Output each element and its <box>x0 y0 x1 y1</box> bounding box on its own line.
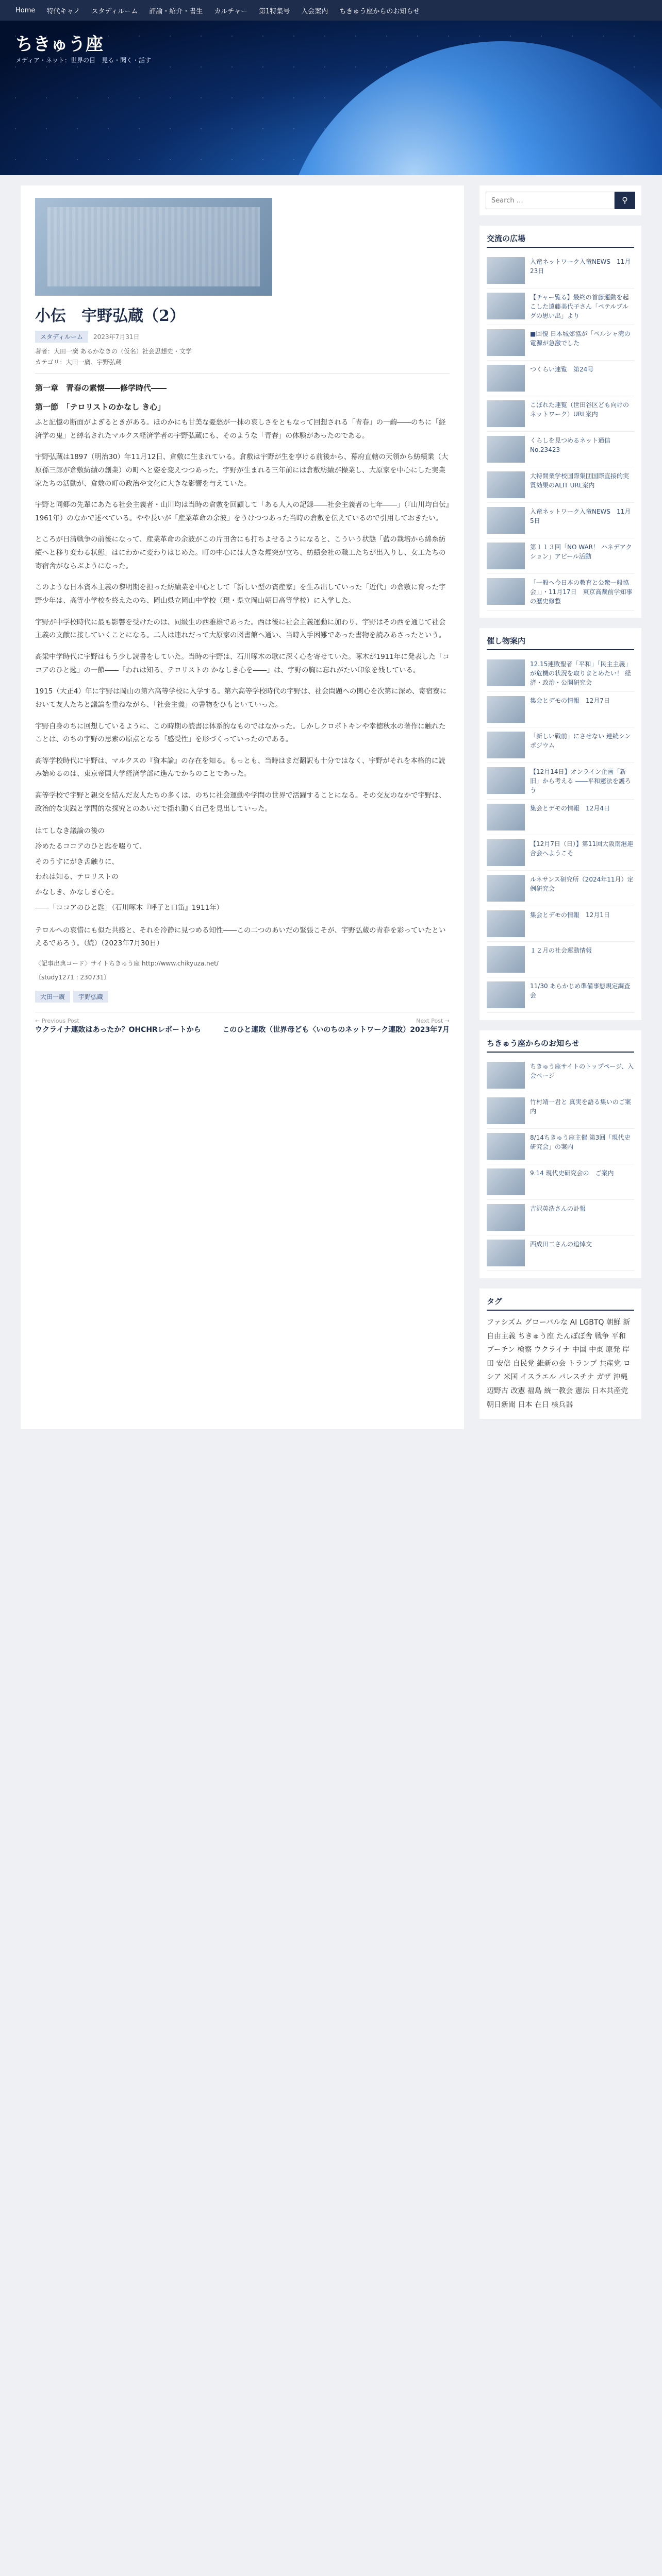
source-label[interactable]: 〈記事出典コード〉サイトちきゅう座 http://www.chikyuza.net/ <box>35 959 219 967</box>
list-item-title[interactable]: ルネサンス研究所（2024年11月）定例研究会 <box>530 876 634 892</box>
list-item[interactable] <box>487 906 634 942</box>
list-item-title[interactable]: １２月の社会運動情報 <box>530 947 592 954</box>
poem-line: われは知る、テロリストの <box>35 873 119 882</box>
widget-title: ちきゅう座からのお知らせ <box>487 1038 634 1053</box>
poem <box>35 824 450 916</box>
categories-line[interactable]: カテゴリ：大田一廣、宇野弘蔵 <box>35 359 122 366</box>
search-input[interactable] <box>486 192 615 209</box>
list-item[interactable] <box>487 1164 634 1200</box>
nav-home[interactable]: Home <box>15 6 36 14</box>
thumbnail <box>487 1062 525 1089</box>
list-item-title[interactable]: 「一般へ今日本の教育と公衆一般協会」」・11月17日 東京高裁前学知事の歴史修整 <box>530 579 633 605</box>
list-item-title[interactable]: 竹村靖一君と 真実を語る集いのご案内 <box>530 1098 631 1115</box>
thumbnail <box>487 732 525 758</box>
previous-post-title[interactable]: ウクライナ連敗はあったか？OHCHRレポートから <box>35 1025 201 1034</box>
next-post[interactable] <box>222 1018 450 1035</box>
list-item-title[interactable]: 吉沢英浩さんの訃報 <box>530 1205 586 1212</box>
list-item-title[interactable]: 集会とデモの情報 12月7日 <box>530 697 610 704</box>
thumbnail <box>487 1204 525 1231</box>
post-title: 小伝 宇野弘蔵（2） <box>35 307 185 325</box>
thumbnail <box>487 1240 525 1266</box>
paragraph: 高等学校で宇野と親交を結んだ友人たちの多くは、のちに社会運動や学問の世界で活躍することになる。その交友のなかで宇野は、政治的な実践と学問的な探究とのあいだで揺れ動く自己を見出していった。 <box>35 791 446 813</box>
widget-events <box>479 628 641 1020</box>
thumbnail <box>487 257 525 284</box>
tag-link[interactable]: 大田一廣 <box>35 991 70 1003</box>
thumbnail <box>487 400 525 427</box>
previous-post-label: ← Previous Post <box>35 1017 79 1024</box>
poem-line: そのうすにがき舌触りに、 <box>35 857 119 866</box>
top-navigation <box>0 0 662 21</box>
search-icon: ⚲ <box>622 196 628 205</box>
list-item[interactable] <box>487 1129 634 1164</box>
poem-line: かなしき、かなしき心を。 <box>35 888 119 897</box>
sidebar <box>479 185 641 1429</box>
thumbnail <box>487 804 525 831</box>
source-code: 〔study1271 : 230731〕 <box>35 973 110 981</box>
nav-item[interactable]: 特代キャノ <box>46 7 80 15</box>
widget-tags <box>479 1289 641 1419</box>
list-item-title[interactable]: 【チャー覧る】最終の首藤運動を起こした遠藤美代子さん「ペテルブルグの思い出」より <box>530 294 629 319</box>
site-tagline: メディア・ネット：世界の目 見る・聞く・話す <box>15 57 152 64</box>
section-heading: 第一節 「テロリストのかなし き心」 <box>35 402 166 412</box>
paragraph: 高等学校時代に宇野は、マルクスの『資本論』の存在を知る。もっとも、当時はまだ翻訳も十分ではなく、宇野がそれを本格的に読み始めるのは、東京帝国大学経済学部に進んでからのことであった。 <box>35 756 445 778</box>
thumbnail <box>487 910 525 937</box>
site-title[interactable]: ちきゅう座 <box>15 34 103 55</box>
thumbnail <box>487 471 525 498</box>
list-item[interactable] <box>487 871 634 906</box>
thumbnail <box>487 1133 525 1160</box>
list-item[interactable] <box>487 396 634 432</box>
list-item-title[interactable]: 【12月14日】オンライン企画「新旧」から考える ――平和憲法を護ろう <box>530 768 631 794</box>
thumbnail <box>487 839 525 866</box>
list-item[interactable] <box>487 467 634 503</box>
list-item[interactable] <box>487 655 634 692</box>
next-post-label: Next Post → <box>416 1017 450 1024</box>
paragraph: 宇野弘蔵は1897（明治30）年11月12日、倉敷に生まれている。倉敷は宇野が生を享ける前後から、幕府直轄の天領から紡績業（大原孫三郎が倉敷紡績の創業）の町へと姿を変えつつあった。宇野が生まれる三年前には倉敷紡績が操業し、大原家を中心にした実業家たちの活動が、倉敷の町の政治や文化に大きな影響を与えていた。 <box>35 453 449 488</box>
thumbnail <box>487 507 525 534</box>
list-item-title[interactable]: 西成田二さんの追悼文 <box>530 1241 592 1248</box>
widget-notices <box>479 1030 641 1278</box>
thumbnail <box>487 578 525 605</box>
widget-exchange <box>479 226 641 618</box>
nav-item[interactable]: 評論・紹介・書生 <box>149 7 203 15</box>
paragraph: このような日本資本主義の黎明期を担った紡績業を中心として「新しい型の資産家」を生み出していった「近代」の倉敷に育った宇野少年は、高等小学校を終えたのち、岡山県立岡山中学校（現・県立岡山朝日高等学校）に入学した。 <box>35 583 446 605</box>
list-item-title[interactable]: ■回復 日本城郊協が「ペルシャ湾の電源が急激でした <box>530 330 631 347</box>
list-item[interactable] <box>487 503 634 538</box>
list-item[interactable] <box>487 800 634 835</box>
list-item-title[interactable]: こぼれた連覧（世田谷区ども向けのネットワーク）URL案内 <box>530 401 630 418</box>
thumbnail <box>487 329 525 356</box>
list-item[interactable] <box>487 835 634 871</box>
site-header <box>0 21 662 175</box>
poem-source: ――「ココアのひと匙」（石川啄木『呼子と口笛』1911年） <box>35 903 224 912</box>
list-item-title[interactable]: 12.15連敗聖者「平和」「民主主義」が危機の状況を取りまとめたい！ 経済・政治・公開研究会 <box>530 660 632 686</box>
widget-title: 交流の広場 <box>487 233 634 248</box>
chapter-heading: 第一章 青春の素懐――修学時代―― <box>35 383 167 393</box>
thumbnail <box>487 946 525 973</box>
list-item[interactable] <box>487 942 634 977</box>
list-item-title[interactable]: くらしを見つめるネット通信 No.23423 <box>530 437 617 453</box>
tag-link[interactable]: 宇野弘蔵 <box>73 991 108 1003</box>
tag-cloud[interactable]: ファシズム グローバルな AI LGBTQ 朝鮮 新自由主義 ちきゅう座 たんぽぽ舎 戦争 平和 プーチン 検察 ウクライナ 中国 中東 原発 岸田 安倍 自民党 維新の会 トランプ 共産党 ロシア 米国 イスラエル パレスチナ ガザ 沖縄 辺野古 改憲 福島 統一教会 憲法 日本共産党 朝日新聞 日本 在日 核兵器 <box>487 1318 631 1409</box>
list-item[interactable] <box>487 538 634 574</box>
list-item[interactable] <box>487 1200 634 1235</box>
list-item[interactable] <box>487 253 634 289</box>
list-item-title[interactable]: 「新しい戦前」にさせない 連続シンポジウム <box>530 733 631 749</box>
nav-item[interactable]: カルチャー <box>214 7 248 15</box>
list-item-title[interactable]: 大特開業学校国際集団国際直接的実質効果のALIT URL案内 <box>530 472 630 489</box>
paragraph: テロルへの哀惜にも似た共感と、それを冷静に見つめる知性――この二つのあいだの緊張こそが、宇野弘蔵の青春を彩っていたといえるであろう。（続）（2023年7月30日） <box>35 926 446 948</box>
post-tags <box>35 991 450 1003</box>
list-item-title[interactable]: 8/14ちきゅう座主催 第3回「現代史研究会」の案内 <box>530 1134 631 1150</box>
list-item-title[interactable]: 集会とデモの情報 12月4日 <box>530 805 610 812</box>
poem-line: はてしなき議論の後の <box>35 827 105 836</box>
paragraph: 宇野と同郷の先輩にあたる社会主義者・山川均は当時の倉敷を回顧して「ある人人の記録――社会主義者の七年――」（『山川均自伝』1961年）のなかで述べている。やや長いが「産業革命の余波」をうけつつあった当時の倉敷を伝えているので引用しておきたい。 <box>35 501 450 522</box>
search-widget <box>479 185 641 215</box>
list-item[interactable] <box>487 574 634 611</box>
widget-title: タグ <box>487 1296 634 1311</box>
list-item-title[interactable]: 第１１３回「NO WAR！ ハネデアクション」アピール活動 <box>530 544 632 560</box>
thumbnail <box>487 543 525 569</box>
thumbnail <box>487 659 525 686</box>
list-item-title[interactable]: 入竜ネットワーク入竜NEWS 11月23日 <box>530 258 631 275</box>
list-item[interactable] <box>487 289 634 325</box>
nav-item[interactable]: 第1特集号 <box>259 7 290 15</box>
thumbnail <box>487 365 525 392</box>
list-item-title[interactable]: つくらい連覧 第24号 <box>530 366 594 373</box>
list-item-title[interactable]: 入竜ネットワーク入竜NEWS 11月5日 <box>530 508 631 524</box>
nav-item[interactable]: 入会案内 <box>301 7 328 15</box>
list-item-title[interactable]: 【12月7日（日）】第11回大阪南港連合会へようこそ <box>530 840 634 857</box>
list-item[interactable] <box>487 1093 634 1129</box>
paragraph: 宇野自身のちに回想しているように、この時期の読書は体系的なものではなかった。しかしクロポトキンや幸徳秋水の著作に触れたことは、のちの宇野の思索の原点となる「感受性」を形づくっていったのである。 <box>35 722 446 744</box>
list-item[interactable] <box>487 692 634 727</box>
list-item[interactable] <box>487 1235 634 1271</box>
search-button[interactable] <box>615 192 635 209</box>
thumbnail <box>487 436 525 463</box>
nav-item[interactable]: ちきゅう座からのお知らせ <box>339 7 420 15</box>
list-item[interactable] <box>487 727 634 763</box>
thumbnail <box>487 981 525 1008</box>
paragraph: ふと記憶の断面がよぎるときがある。ほのかにも甘美な憂愁が一抹の哀しさをともなって回想される「青春」の一齣――のちに「経済学の鬼」と綽名されたマルクス経済学者の宇野弘蔵にも、そのような「青春」の体験があったのである。 <box>35 418 446 440</box>
list-item[interactable] <box>487 1058 634 1093</box>
nav-item[interactable]: スタディルーム <box>91 7 138 15</box>
thumbnail <box>487 767 525 794</box>
thumbnail <box>487 696 525 723</box>
category-badge[interactable]: スタディルーム <box>35 331 88 343</box>
post-date: 2023年7月31日 <box>93 333 140 341</box>
byline: 著者：大田一廣 あるかなきの（仮名）社会思想史・文学 <box>35 348 192 355</box>
thumbnail <box>487 1097 525 1124</box>
list-item-title[interactable]: 集会とデモの情報 12月1日 <box>530 911 610 919</box>
paragraph: 宇野が中学校時代に最も影響を受けたのは、同級生の西雅雄であった。西は後に社会主義運動に加わり、宇野はその西を通じて社会主義の文献に接していくことになる。二人は連れだって大原家の図書館へ通い、当時入手困難であった書物を読みあさったという。 <box>35 618 446 640</box>
list-item[interactable] <box>487 361 634 396</box>
list-item-title[interactable]: 11/30 あらかじめ準備事態規定調査会 <box>530 982 631 999</box>
post-navigation <box>35 1012 450 1035</box>
paragraph: 1915（大正4）年に宇野は岡山の第六高等学校に入学する。第六高等学校時代の宇野は、社会問題への関心を次第に深め、寄宿寮において友人たちと議論を重ねながら、「社会主義」の書物をひもといていった。 <box>35 687 447 709</box>
list-item-title[interactable]: ちきゅう座サイトのトップページ、入会ページ <box>530 1063 634 1079</box>
previous-post[interactable] <box>35 1018 201 1035</box>
thumbnail <box>487 875 525 902</box>
thumbnail <box>487 1168 525 1195</box>
paragraph: ところが日清戦争の前後になって、産業革命の余波がこの片田舎にも打ちよせるようになると、こういう状態「藍の栽培から綿糸紡績へと移り変わる状態」はにわかに変わりはじめた。町の中心には大きな煙突が立ち、紡績会社の職工たちが出入りし、女工たちの寄宿舎がならぶようになった。 <box>35 535 446 570</box>
thumbnail <box>487 293 525 319</box>
list-item[interactable] <box>487 325 634 361</box>
poem-line: 冷めたるココアのひと匙を啜りて、 <box>35 842 146 851</box>
widget-title: 催し物案内 <box>487 635 634 650</box>
next-post-title[interactable]: このひと連敗（世界母ども〈いのちのネットワーク連敗）2023年7月 <box>222 1025 450 1034</box>
featured-image <box>35 198 272 296</box>
article <box>21 185 464 1429</box>
list-item[interactable] <box>487 977 634 1013</box>
paragraph: 高梁中学時代に宇野はもう少し読書をしていた。当時の宇野は、石川啄木の歌に深く心を寄せていた。啄木が1911年に発表した「ココアのひと匙」の一節――「われは知る、テロリストの かなしき心を――」は、宇野の胸に忘れがたい印象を残している。 <box>35 652 450 674</box>
list-item[interactable] <box>487 432 634 467</box>
list-item-title[interactable]: 9.14 現代史研究会の ご案内 <box>530 1170 614 1177</box>
list-item[interactable] <box>487 763 634 800</box>
